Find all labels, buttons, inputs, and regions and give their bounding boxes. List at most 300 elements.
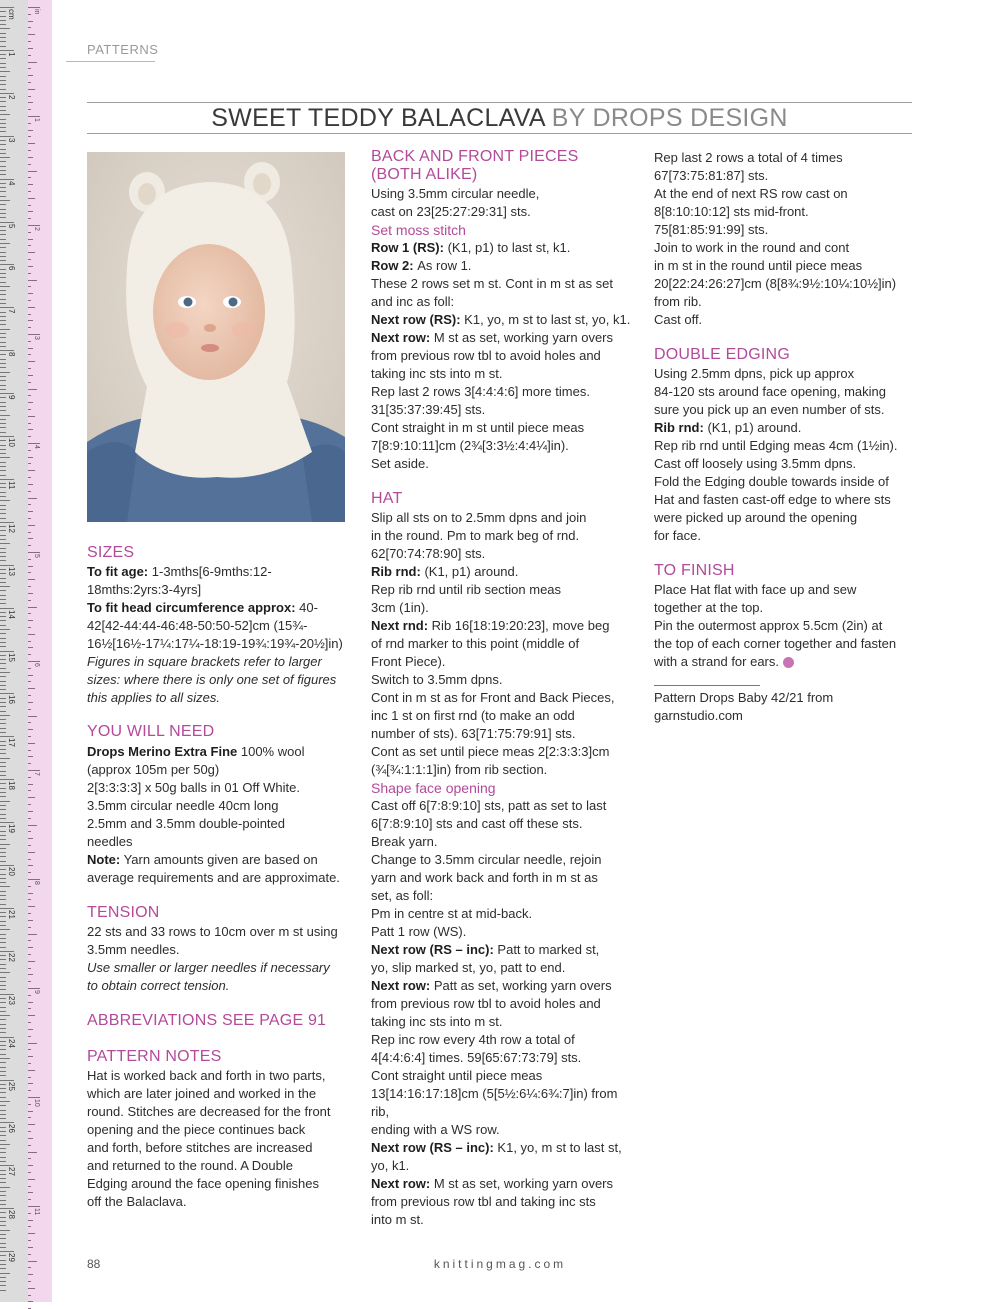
ruler-inch-tick bbox=[28, 1206, 40, 1207]
ruler-cm-tick bbox=[0, 715, 10, 716]
title-rule-top bbox=[87, 102, 912, 103]
ruler-inch-tick bbox=[28, 770, 40, 771]
ruler-inch-tick bbox=[28, 1226, 31, 1227]
ruler-cm-tick bbox=[0, 964, 6, 965]
ruler-inch-tick bbox=[28, 205, 31, 206]
ruler-cm-label: 4 bbox=[7, 180, 16, 186]
ruler-cm-tick bbox=[0, 882, 6, 883]
ruler-inch-tick bbox=[28, 702, 33, 703]
ruler-inch-tick bbox=[28, 443, 40, 444]
ruler-cm-tick bbox=[0, 389, 6, 390]
baby-balaclava-photo bbox=[87, 152, 345, 522]
face-opening-subheading: Shape face opening bbox=[371, 780, 496, 796]
ruler-cm-tick bbox=[0, 1152, 6, 1153]
ruler-inch-tick bbox=[28, 252, 35, 253]
ruler-cm-tick bbox=[0, 196, 6, 197]
ruler-cm-tick bbox=[0, 385, 6, 386]
ruler-cm-tick bbox=[0, 814, 6, 815]
ruler-inch-tick bbox=[28, 1124, 35, 1125]
ruler-cm-tick bbox=[0, 1182, 6, 1183]
ruler-inch-tick bbox=[28, 668, 31, 669]
ruler-cm-tick bbox=[0, 796, 6, 797]
ruler-inch-tick bbox=[28, 389, 37, 390]
ruler-cm-tick bbox=[0, 1217, 6, 1218]
ruler-cm-tick bbox=[0, 629, 10, 630]
ruler-cm-tick bbox=[0, 565, 14, 566]
ruler-inch-tick bbox=[28, 620, 33, 621]
ruler-cm-tick bbox=[0, 350, 14, 351]
ruler-cm-tick bbox=[0, 719, 6, 720]
ruler-cm-tick bbox=[0, 466, 6, 467]
ruler-cm-tick bbox=[0, 67, 6, 68]
ruler-cm-tick bbox=[0, 908, 14, 909]
ruler-cm-tick bbox=[0, 492, 6, 493]
ruler-cm-tick bbox=[0, 702, 6, 703]
ruler-cm-tick bbox=[0, 200, 10, 201]
ruler-inch-tick bbox=[28, 654, 31, 655]
ruler-inch-tick bbox=[28, 75, 33, 76]
ruler-cm-tick bbox=[0, 921, 6, 922]
ruler-inch-tick bbox=[28, 1165, 33, 1166]
ruler-cm-tick bbox=[0, 380, 6, 381]
ruler-cm-tick bbox=[0, 685, 6, 686]
ruler-inch-tick bbox=[28, 1254, 31, 1255]
ruler-inch-tick bbox=[28, 68, 31, 69]
ruler-cm-tick bbox=[0, 989, 6, 990]
ruler-inch-tick bbox=[28, 402, 33, 403]
ruler-cm-tick bbox=[0, 556, 6, 557]
ruler-cm-tick bbox=[0, 1097, 6, 1098]
ruler-inch-tick bbox=[28, 865, 33, 866]
ruler-inch-tick bbox=[28, 116, 40, 117]
you-will-need-list: Drops Merino Extra Fine 100% wool (approx 105m per 50g) 2[3:3:3:3] x 50g balls in 01 Off White. 3.5mm circular needle 40cm long 2.5mm and 3.5mm double-pointed needles bbox=[87, 744, 305, 849]
ruler-cm-tick bbox=[0, 1114, 6, 1115]
ruler-cm-tick bbox=[0, 479, 14, 480]
ruler-inch-tick bbox=[28, 191, 31, 192]
ruler-cm-tick bbox=[0, 578, 6, 579]
ruler-cm-tick bbox=[0, 286, 10, 287]
ruler-cm-tick bbox=[0, 475, 6, 476]
ruler-inch-tick bbox=[28, 1029, 33, 1030]
tension-note: Use smaller or larger needles if necessary to obtain correct tension. bbox=[87, 960, 330, 993]
ruler-inch-tick bbox=[28, 286, 31, 287]
ruler-cm-tick bbox=[0, 1277, 6, 1278]
ruler-cm-tick bbox=[0, 1007, 6, 1008]
ruler-cm-tick bbox=[0, 1002, 6, 1003]
ruler-cm-tick bbox=[0, 655, 6, 656]
ruler-cm-tick bbox=[0, 994, 14, 995]
you-will-need-heading: YOU WILL NEED bbox=[87, 723, 215, 740]
ruler-inch-tick bbox=[28, 1077, 31, 1078]
ruler-inch-tick bbox=[28, 423, 31, 424]
double-edging-heading: DOUBLE EDGING bbox=[654, 346, 790, 363]
ruler-cm-tick bbox=[0, 1204, 6, 1205]
ruler-cm-tick bbox=[0, 929, 10, 930]
ruler-inch-tick bbox=[28, 361, 35, 362]
ruler-inch-tick bbox=[28, 552, 40, 553]
ruler-cm-tick bbox=[0, 264, 14, 265]
ruler-inch-tick bbox=[28, 136, 31, 137]
ruler-cm-tick bbox=[0, 1092, 6, 1093]
ruler-cm-tick bbox=[0, 337, 6, 338]
ruler-cm-tick bbox=[0, 1024, 6, 1025]
ruler-cm-tick bbox=[0, 771, 6, 772]
ruler-inch-tick bbox=[28, 934, 37, 935]
ruler-cm-tick bbox=[0, 539, 6, 540]
ruler-cm-tick bbox=[0, 1144, 10, 1145]
ruler-inch-tick bbox=[28, 920, 33, 921]
ruler-cm-tick bbox=[0, 110, 6, 111]
ruler-cm-tick bbox=[0, 874, 6, 875]
ruler-cm-tick bbox=[0, 947, 6, 948]
ruler-cm-tick bbox=[0, 449, 6, 450]
ruler-cm-tick bbox=[0, 161, 6, 162]
ruler-cm-tick bbox=[0, 573, 6, 574]
ruler-cm-tick bbox=[0, 136, 14, 137]
ruler-cm-label: 6 bbox=[7, 266, 16, 271]
ruler-cm-tick bbox=[0, 230, 6, 231]
ruler-cm-tick bbox=[0, 518, 6, 519]
to-finish-heading: TO FINISH bbox=[654, 562, 735, 579]
ruler-cm-tick bbox=[0, 1084, 6, 1085]
ruler-cm-tick bbox=[0, 277, 6, 278]
ruler-inch-tick bbox=[28, 27, 31, 28]
sizes-heading: SIZES bbox=[87, 544, 135, 561]
ruler-inch-tick bbox=[28, 89, 35, 90]
ruler-cm-tick bbox=[0, 522, 14, 523]
ruler-cm-tick bbox=[0, 1178, 6, 1179]
ruler-cm-label: 12 bbox=[7, 523, 16, 533]
ruler-cm-tick bbox=[0, 1088, 6, 1089]
ruler-cm-tick bbox=[0, 93, 14, 94]
ruler-cm-tick bbox=[0, 788, 6, 789]
tension-text: 22 sts and 33 rows to 10cm over m st using 3.5mm needles. bbox=[87, 924, 338, 957]
ruler-inch-tick bbox=[28, 280, 37, 281]
ruler-inch-tick bbox=[28, 750, 31, 751]
ruler-inch-tick bbox=[28, 498, 37, 499]
back-front-text: Using 3.5mm circular needle, cast on 23[25:27:29:31] sts. bbox=[371, 186, 540, 219]
ruler-cm-label: 21 bbox=[7, 909, 16, 919]
ruler-cm-tick bbox=[0, 354, 6, 355]
ruler-cm-tick bbox=[0, 895, 6, 896]
ruler-cm-label: 2 bbox=[7, 94, 16, 100]
ruler-cm-tick bbox=[0, 856, 6, 857]
ruler-inch-tick bbox=[28, 1043, 37, 1044]
ruler-cm-label: 16 bbox=[7, 695, 16, 705]
ruler-cm-label: 7 bbox=[7, 309, 16, 314]
ruler-cm-tick bbox=[0, 646, 6, 647]
ruler-cm-label: 22 bbox=[7, 952, 16, 962]
ruler-cm-tick bbox=[0, 1058, 10, 1059]
ruler-inch-tick bbox=[28, 143, 35, 144]
ruler-cm-tick bbox=[0, 1200, 6, 1201]
ruler-cm-tick bbox=[0, 1118, 6, 1119]
ruler-cm-label: 17 bbox=[7, 738, 16, 748]
ruler-inch-tick bbox=[28, 293, 33, 294]
ruler-inch-tick bbox=[28, 1083, 33, 1084]
ruler-inch-tick bbox=[28, 463, 31, 464]
ruler-inch-tick bbox=[28, 1288, 35, 1289]
ruler-inch-tick bbox=[28, 559, 31, 560]
sizes-head: To fit head circumference approx: 40- 42[42-44:44-46:48-50:50-52]cm (15¾- 16½[16½-17¼:17¼-18:19-19¾:19¾-20½]in) bbox=[87, 600, 343, 651]
ruler-inch-tick bbox=[28, 123, 31, 124]
ruler-cm-tick bbox=[0, 402, 6, 403]
ruler-cm-tick bbox=[0, 762, 6, 763]
sizes-age: To fit age: 1-3mths[6-9mths:12- 18mths:2yrs:3-4yrs] bbox=[87, 564, 272, 597]
ruler-cm-tick bbox=[0, 912, 6, 913]
ruler-cm-tick bbox=[0, 419, 6, 420]
abbreviations-heading: ABBREVIATIONS SEE PAGE 91 bbox=[87, 1012, 327, 1029]
ruler-cm-tick bbox=[0, 608, 14, 609]
ruler-cm-tick bbox=[0, 513, 6, 514]
ruler-inch-tick bbox=[28, 743, 35, 744]
ruler-inch-tick bbox=[28, 484, 33, 485]
hat-instructions: Slip all sts on to 2.5mm dpns and join in the round. Pm to mark beg of rnd. 62[70:74:78:90] sts. Rib rnd: (K1, p1) around. Rep rib rnd until rib section meas 3cm (1in). Next rnd: Rib 16[18:19:20:23], move beg of rnd marker to this point (middle of Front Piece). Switch to 3.5mm dpns. Cont in m st as for Front and Back Pieces, inc 1 st on first rnd (to make an odd number of sts). 63[71:75:79:91] sts. Cont as set until piece meas 2[2:3:3:3]cm (¾[¾:1:1:1]in) from rib section. bbox=[371, 510, 615, 777]
ruler-inch-tick bbox=[28, 1015, 35, 1016]
ruler-cm-tick bbox=[0, 955, 6, 956]
ruler-cm-label: 19 bbox=[7, 824, 16, 833]
ruler-cm-tick bbox=[0, 500, 10, 501]
ruler-inch-tick bbox=[28, 1070, 35, 1071]
ruler-inch-tick bbox=[28, 586, 31, 587]
ruler-inch-tick bbox=[28, 927, 31, 928]
ruler-cm-tick bbox=[0, 50, 14, 51]
ruler-inch-tick bbox=[28, 300, 31, 301]
ruler-inch-tick bbox=[28, 1192, 33, 1193]
ruler-cm-tick bbox=[0, 80, 6, 81]
ruler-inch-tick bbox=[28, 825, 37, 826]
ruler-inch-label: 10 bbox=[33, 1099, 40, 1107]
ruler-cm-tick bbox=[0, 299, 6, 300]
ruler-cm-tick bbox=[0, 1208, 14, 1209]
ruler-cm-tick bbox=[0, 445, 6, 446]
ruler-cm-tick bbox=[0, 1195, 6, 1196]
ruler-cm-tick bbox=[0, 33, 6, 34]
ruler-cm-tick bbox=[0, 925, 6, 926]
ruler-inch-tick bbox=[28, 1145, 31, 1146]
ruler-cm-tick bbox=[0, 209, 6, 210]
ruler-cm-tick bbox=[0, 569, 6, 570]
ruler-cm-tick bbox=[0, 372, 10, 373]
ruler-inch-tick bbox=[28, 48, 33, 49]
ruler-cm-tick bbox=[0, 681, 6, 682]
ruler-cm-tick bbox=[0, 54, 6, 55]
moss-stitch-instructions: Row 1 (RS): (K1, p1) to last st, k1. Row 2: As row 1. These 2 rows set m st. Cont in m st as set and inc as foll: Next row (RS): K1, yo, m st to last st, yo, k1. Next row: M st as set, working yarn overs from previous row tbl to avoid holes and taking inc sts into m st. Rep last 2 rows 3[4:4:4:6] more times. 31[35:37:39:45] sts. Cont straight in m st until piece meas 7[8:9:10:11]cm (2¾[3:3½:4:4¼]in). Set aside. bbox=[371, 240, 631, 471]
ruler-cm-label: 9 bbox=[7, 395, 16, 400]
ruler-cm-tick bbox=[0, 1032, 6, 1033]
section-tag: PATTERNS bbox=[87, 42, 159, 57]
ruler-inch-tick bbox=[28, 722, 31, 723]
ruler-cm-tick bbox=[0, 252, 6, 253]
ruler-inch-tick bbox=[28, 1008, 31, 1009]
ruler-cm-tick bbox=[0, 1290, 6, 1291]
ruler-inch-tick bbox=[28, 96, 31, 97]
ruler-cm-tick bbox=[0, 612, 6, 613]
ruler-cm-tick bbox=[0, 1101, 10, 1102]
ruler-cm-tick bbox=[0, 1011, 6, 1012]
ruler-inch-tick bbox=[28, 538, 33, 539]
ruler-cm-tick bbox=[0, 303, 6, 304]
hat-heading: HAT bbox=[371, 490, 403, 507]
ruler-inch-tick bbox=[28, 838, 33, 839]
ruler-cm-tick bbox=[0, 58, 6, 59]
ruler-cm-tick bbox=[0, 698, 6, 699]
ruler-inch-tick bbox=[28, 572, 31, 573]
tension-heading: TENSION bbox=[87, 904, 160, 921]
ruler-inch-tick bbox=[28, 961, 35, 962]
ruler-cm-tick bbox=[0, 1187, 10, 1188]
ruler-cm-tick bbox=[0, 1075, 6, 1076]
ruler-inch-tick bbox=[28, 756, 33, 757]
ruler-cm-tick bbox=[0, 968, 6, 969]
ruler-inch-tick bbox=[28, 55, 31, 56]
ruler-cm-tick bbox=[0, 676, 6, 677]
ruler-inch-tick bbox=[28, 709, 31, 710]
ruler-cm-tick bbox=[0, 312, 6, 313]
ruler-cm-tick bbox=[0, 140, 6, 141]
ruler-cm-tick bbox=[0, 809, 6, 810]
ruler-inch-label: 3 bbox=[33, 336, 40, 340]
ruler-inch-label: 6 bbox=[33, 663, 40, 667]
ruler-cm-tick bbox=[0, 191, 6, 192]
ruler-inch-tick bbox=[28, 532, 31, 533]
ruler-cm-tick bbox=[0, 582, 6, 583]
ruler-cm-tick bbox=[0, 951, 14, 952]
ruler-inch-tick bbox=[28, 1158, 31, 1159]
ruler-cm-tick bbox=[0, 668, 6, 669]
ruler-cm-tick bbox=[0, 170, 6, 171]
ruler-cm-tick bbox=[0, 1264, 6, 1265]
ruler-cm-tick bbox=[0, 415, 10, 416]
ruler-inch-tick bbox=[28, 804, 31, 805]
ruler-inch-tick bbox=[28, 1097, 40, 1098]
ruler-inch-label: 2 bbox=[33, 227, 40, 231]
ruler-inch-tick bbox=[28, 259, 31, 260]
ruler-cm-tick bbox=[0, 1135, 6, 1136]
ruler-inch-tick bbox=[28, 62, 37, 63]
ruler-inch-label: 9 bbox=[33, 990, 40, 994]
measuring-ruler bbox=[0, 0, 52, 1302]
credit-divider bbox=[654, 685, 760, 686]
ruler-inch-tick bbox=[28, 913, 31, 914]
ruler-cm-tick bbox=[0, 891, 6, 892]
ruler-inch-tick bbox=[28, 852, 35, 853]
ruler-cm-label: 28 bbox=[7, 1210, 16, 1220]
ruler-cm-tick bbox=[0, 633, 6, 634]
title-rule-bottom bbox=[87, 133, 912, 134]
ruler-cm-tick bbox=[0, 106, 6, 107]
ruler-cm-tick bbox=[0, 1247, 6, 1248]
ruler-cm-tick bbox=[0, 1234, 6, 1235]
double-edging-text: Using 2.5mm dpns, pick up approx 84-120 sts around face opening, making sure you pick up an even number of sts. Rib rnd: (K1, p1) around. Rep rib rnd until Edging meas 4cm (1½in). Cast off loosely using 3.5mm dpns. Fold the Edging double towards inside of Hat and fasten cast-off edge to where sts were picked up around the opening for face. bbox=[654, 366, 898, 543]
ruler-cm-tick bbox=[0, 307, 14, 308]
ruler-cm-tick bbox=[0, 526, 6, 527]
ruler-inch-tick bbox=[28, 893, 33, 894]
ruler-cm-label: 23 bbox=[7, 995, 16, 1005]
ruler-inch-tick bbox=[28, 1172, 31, 1173]
ruler-cm-tick bbox=[0, 462, 6, 463]
ruler-inch-tick bbox=[28, 477, 31, 478]
ruler-cm-tick bbox=[0, 783, 6, 784]
ruler-cm-tick bbox=[0, 1067, 6, 1068]
ruler-cm-tick bbox=[0, 153, 6, 154]
ruler-cm-tick bbox=[0, 672, 10, 673]
ruler-inch-tick bbox=[28, 811, 33, 812]
ruler-cm-tick bbox=[0, 84, 6, 85]
ruler-cm-tick bbox=[0, 1041, 6, 1042]
ruler-cm-tick bbox=[0, 28, 10, 29]
ruler-cm-tick bbox=[0, 427, 6, 428]
ruler-cm-tick bbox=[0, 457, 10, 458]
ruler-cm-tick bbox=[0, 844, 10, 845]
ruler-inch-tick bbox=[28, 545, 31, 546]
ruler-inch-tick bbox=[28, 320, 33, 321]
ruler-inch-tick bbox=[28, 41, 31, 42]
ruler-cm-tick bbox=[0, 367, 6, 368]
ruler-cm-tick bbox=[0, 1165, 14, 1166]
ruler-cm-tick bbox=[0, 273, 6, 274]
ruler-cm-tick bbox=[0, 144, 6, 145]
ruler-inch-tick bbox=[28, 177, 31, 178]
ruler-cm-tick bbox=[0, 848, 6, 849]
ruler-cm-label: 27 bbox=[7, 1167, 16, 1177]
ruler-cm-tick bbox=[0, 324, 6, 325]
ruler-cm-tick bbox=[0, 625, 6, 626]
ruler-inch-tick bbox=[28, 1261, 37, 1262]
ruler-inch-tick bbox=[28, 1247, 33, 1248]
ruler-cm-tick bbox=[0, 16, 6, 17]
ruler-cm-tick bbox=[0, 436, 14, 437]
ruler-cm-label: 5 bbox=[7, 223, 16, 228]
ruler-cm-tick bbox=[0, 316, 6, 317]
ruler-cm-tick bbox=[0, 543, 10, 544]
ruler-cm-tick bbox=[0, 247, 6, 248]
ruler-cm-label: 20 bbox=[7, 867, 16, 876]
ruler-cm-tick bbox=[0, 1028, 6, 1029]
ruler-inch-tick bbox=[28, 504, 31, 505]
ruler-cm-tick bbox=[0, 865, 14, 866]
ruler-inch-tick bbox=[28, 375, 33, 376]
ruler-inch-tick bbox=[28, 368, 31, 369]
ruler-cm-tick bbox=[0, 204, 6, 205]
ruler-cm-tick bbox=[0, 320, 6, 321]
ruler-inch-tick bbox=[28, 1186, 31, 1187]
ruler-inch-tick bbox=[28, 225, 40, 226]
ruler-cm-tick bbox=[0, 548, 6, 549]
ruler-cm-tick bbox=[0, 663, 6, 664]
ruler-cm-tick bbox=[0, 530, 6, 531]
ruler-cm-tick bbox=[0, 818, 6, 819]
ruler-cm-tick bbox=[0, 595, 6, 596]
ruler-inch-tick bbox=[28, 409, 31, 410]
ruler-inch-tick bbox=[28, 14, 31, 15]
page-number: 88 bbox=[87, 1257, 101, 1271]
ruler-cm-tick bbox=[0, 839, 6, 840]
ruler-cm-tick bbox=[0, 1105, 6, 1106]
ruler-cm-tick bbox=[0, 1273, 10, 1274]
ruler-cm-tick bbox=[0, 76, 6, 77]
ruler-inch-tick bbox=[28, 831, 31, 832]
ruler-cm-tick bbox=[0, 453, 6, 454]
ruler-cm-tick bbox=[0, 706, 6, 707]
ruler-cm-tick bbox=[0, 835, 6, 836]
ruler-cm-tick bbox=[0, 1191, 6, 1192]
ruler-cm-tick bbox=[0, 63, 6, 64]
ruler-cm-tick bbox=[0, 985, 6, 986]
ruler-cm-tick bbox=[0, 723, 6, 724]
ruler-cm-tick bbox=[0, 758, 10, 759]
ruler-cm-tick bbox=[0, 861, 6, 862]
